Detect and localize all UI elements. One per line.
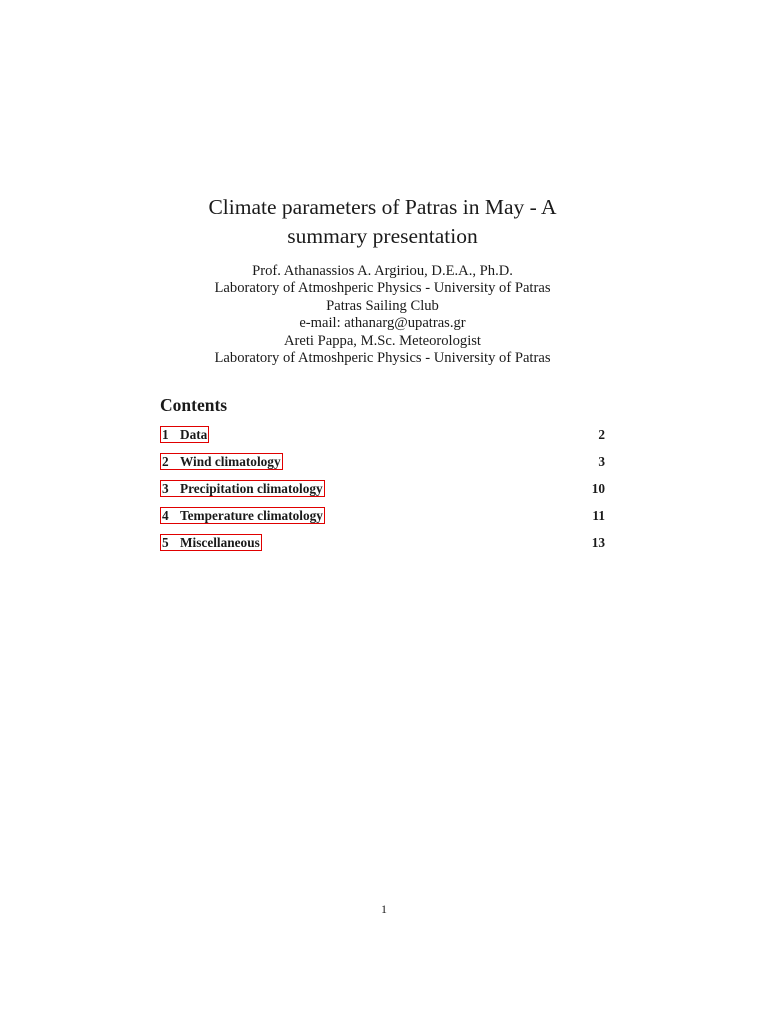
document-title [160, 193, 605, 251]
toc-link-miscellaneous[interactable] [160, 534, 262, 551]
author-line-5: Areti Pappa, M.Sc. Meteorologist [284, 332, 481, 349]
toc-page-number: 2 [598, 427, 605, 442]
toc-entry-miscellaneous [160, 532, 605, 559]
toc-number: 4 [162, 508, 169, 523]
author-block [140, 263, 625, 367]
author-line-1: Prof. Athanassios A. Argiriou, D.E.A., Ph.D. [252, 263, 513, 279]
toc-page-number: 13 [591, 535, 605, 550]
author-line-6: Laboratory of Atmoshperic Physics - University of Patras [214, 350, 551, 367]
toc-number: 1 [162, 427, 169, 442]
toc-link-temperature-climatology[interactable] [160, 507, 325, 524]
toc-link-data[interactable] [160, 426, 209, 443]
toc-label: Wind climatology [180, 454, 281, 469]
toc-page-number: 10 [591, 481, 605, 496]
author-line-3: Patras Sailing Club [326, 297, 439, 314]
table-of-contents [160, 424, 605, 559]
page-number: 1 [381, 902, 387, 916]
toc-label: Temperature climatology [180, 508, 323, 523]
toc-entry-temperature-climatology [160, 505, 605, 532]
toc-page-number: 11 [592, 508, 605, 523]
toc-entry-precipitation-climatology [160, 478, 605, 505]
author-email: e-mail: athanarg@upatras.gr [299, 315, 466, 332]
toc-entry-data [160, 424, 605, 451]
toc-number: 5 [162, 535, 169, 550]
toc-label: Precipitation climatology [180, 481, 323, 496]
toc-page-number: 3 [598, 454, 605, 469]
toc-link-precipitation-climatology[interactable] [160, 480, 325, 497]
title-line-2: summary presentation [287, 224, 478, 248]
toc-link-wind-climatology[interactable] [160, 453, 283, 470]
toc-label: Data [180, 427, 208, 442]
title-line-1: Climate parameters of Patras in May - A [208, 195, 557, 219]
author-line-2: Laboratory of Atmoshperic Physics - University of Patras [214, 280, 551, 297]
contents-heading: Contents [160, 395, 228, 415]
toc-entry-wind-climatology [160, 451, 605, 478]
toc-number: 2 [162, 454, 169, 469]
toc-label: Miscellaneous [180, 535, 260, 550]
toc-number: 3 [162, 481, 169, 496]
